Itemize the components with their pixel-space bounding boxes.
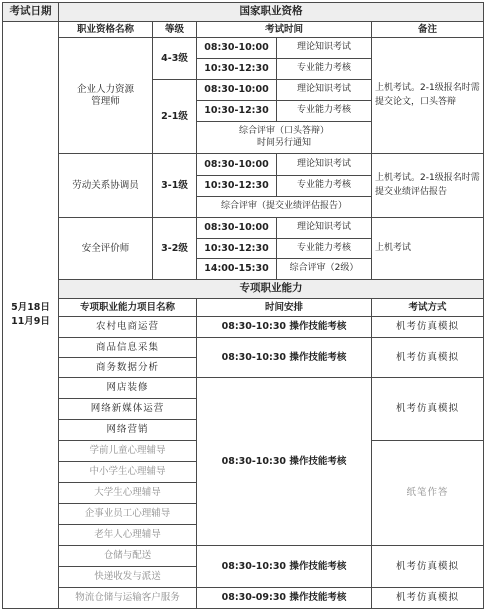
safety-skill-time: 10:30-12:30: [197, 239, 277, 259]
special-item: 中小学生心理辅导: [59, 462, 197, 483]
labor-skill-time: 10:30-12:30: [197, 176, 277, 197]
hr-level-2-1: 2-1级: [153, 80, 197, 154]
safety-evaluator-name: 安全评价师: [59, 218, 153, 280]
safety-theory-subject: 理论知识考试: [277, 218, 372, 239]
col-header-special-name: 专项职业能力项目名称: [59, 299, 197, 317]
special-item: 网店装修: [59, 378, 197, 399]
national-qualification-title: 国家职业资格: [59, 3, 484, 22]
special-item: 网络营销: [59, 420, 197, 441]
col-header-special-method: 考试方式: [372, 299, 484, 317]
hr-a-theory-subject: 理论知识考试: [277, 38, 372, 59]
safety-review-time: 14:00-15:30: [197, 259, 277, 280]
special-ability-title: 专项职业能力: [59, 280, 484, 299]
special-item: 企事业员工心理辅导: [59, 504, 197, 525]
col-header-name: 职业资格名称: [59, 22, 153, 38]
special-g3-method-a: 机考仿真模拟: [372, 378, 484, 441]
exam-date-header: 考试日期: [3, 3, 59, 22]
special-item: 农村电商运营: [59, 317, 197, 338]
special-item: 大学生心理辅导: [59, 483, 197, 504]
labor-skill-subject: 专业能力考核: [277, 176, 372, 197]
safety-review-subject: 综合评审（2级）: [277, 259, 372, 280]
hr-a-theory-time: 08:30-10:00: [197, 38, 277, 59]
col-header-level: 等级: [153, 22, 197, 38]
special-g1-method: 机考仿真模拟: [372, 317, 484, 338]
special-g4-time: 08:30-10:30 操作技能考核: [197, 546, 372, 588]
safety-theory-time: 08:30-10:00: [197, 218, 277, 239]
labor-note: 上机考试。2-1级报名时需提交业绩评估报告: [372, 154, 484, 218]
exam-date-1: 5月18日: [11, 301, 50, 313]
labor-coordinator-name: 劳动关系协调员: [59, 154, 153, 218]
special-item: 老年人心理辅导: [59, 525, 197, 546]
hr-b-theory-time: 08:30-10:00: [197, 80, 277, 101]
col-header-note: 备注: [372, 22, 484, 38]
special-g1-time: 08:30-10:30 操作技能考核: [197, 317, 372, 338]
special-g3-time: 08:30-10:30 操作技能考核: [197, 378, 372, 546]
special-item: 网络新媒体运营: [59, 399, 197, 420]
hr-note: 上机考试。2-1级报名时需提交论文，口头答辩: [372, 38, 484, 154]
special-g2-method: 机考仿真模拟: [372, 338, 484, 378]
safety-skill-subject: 专业能力考核: [277, 239, 372, 259]
special-g4-method: 机考仿真模拟: [372, 546, 484, 588]
col-header-special-time: 时间安排: [197, 299, 372, 317]
hr-b-skill-subject: 专业能力考核: [277, 101, 372, 122]
hr-b-review: 综合评审（口头答辩） 时间另行通知: [197, 122, 372, 154]
special-g3-method-b: 纸笔作答: [372, 441, 484, 546]
exam-date-2: 11月9日: [11, 316, 50, 327]
special-item: 快递收发与派送: [59, 567, 197, 588]
col-header-time: 考试时间: [197, 22, 372, 38]
hr-level-4-3: 4-3级: [153, 38, 197, 80]
labor-theory-time: 08:30-10:00: [197, 154, 277, 176]
labor-review: 综合评审（提交业绩评估报告）: [197, 197, 372, 218]
special-item: 学前儿童心理辅导: [59, 441, 197, 462]
hr-manager-name: 企业人力资源 管理师: [59, 38, 153, 154]
hr-b-skill-time: 10:30-12:30: [197, 101, 277, 122]
special-g2-time: 08:30-10:30 操作技能考核: [197, 338, 372, 378]
safety-level: 3-2级: [153, 218, 197, 280]
safety-note: 上机考试: [372, 218, 484, 280]
special-item: 商务数据分析: [59, 358, 197, 378]
exam-schedule-table: [2, 2, 484, 609]
special-item: 仓储与配送: [59, 546, 197, 567]
hr-a-skill-subject: 专业能力考核: [277, 59, 372, 80]
special-item: 物流仓储与运输客户服务: [59, 588, 197, 609]
labor-level: 3-1级: [153, 154, 197, 218]
labor-theory-subject: 理论知识考试: [277, 154, 372, 176]
special-g5-time: 08:30-09:30 操作技能考核: [197, 588, 372, 609]
hr-a-skill-time: 10:30-12:30: [197, 59, 277, 80]
hr-b-theory-subject: 理论知识考试: [277, 80, 372, 101]
special-item: 商品信息采集: [59, 338, 197, 358]
exam-date-cell: [3, 22, 59, 609]
special-g5-method: 机考仿真模拟: [372, 588, 484, 609]
